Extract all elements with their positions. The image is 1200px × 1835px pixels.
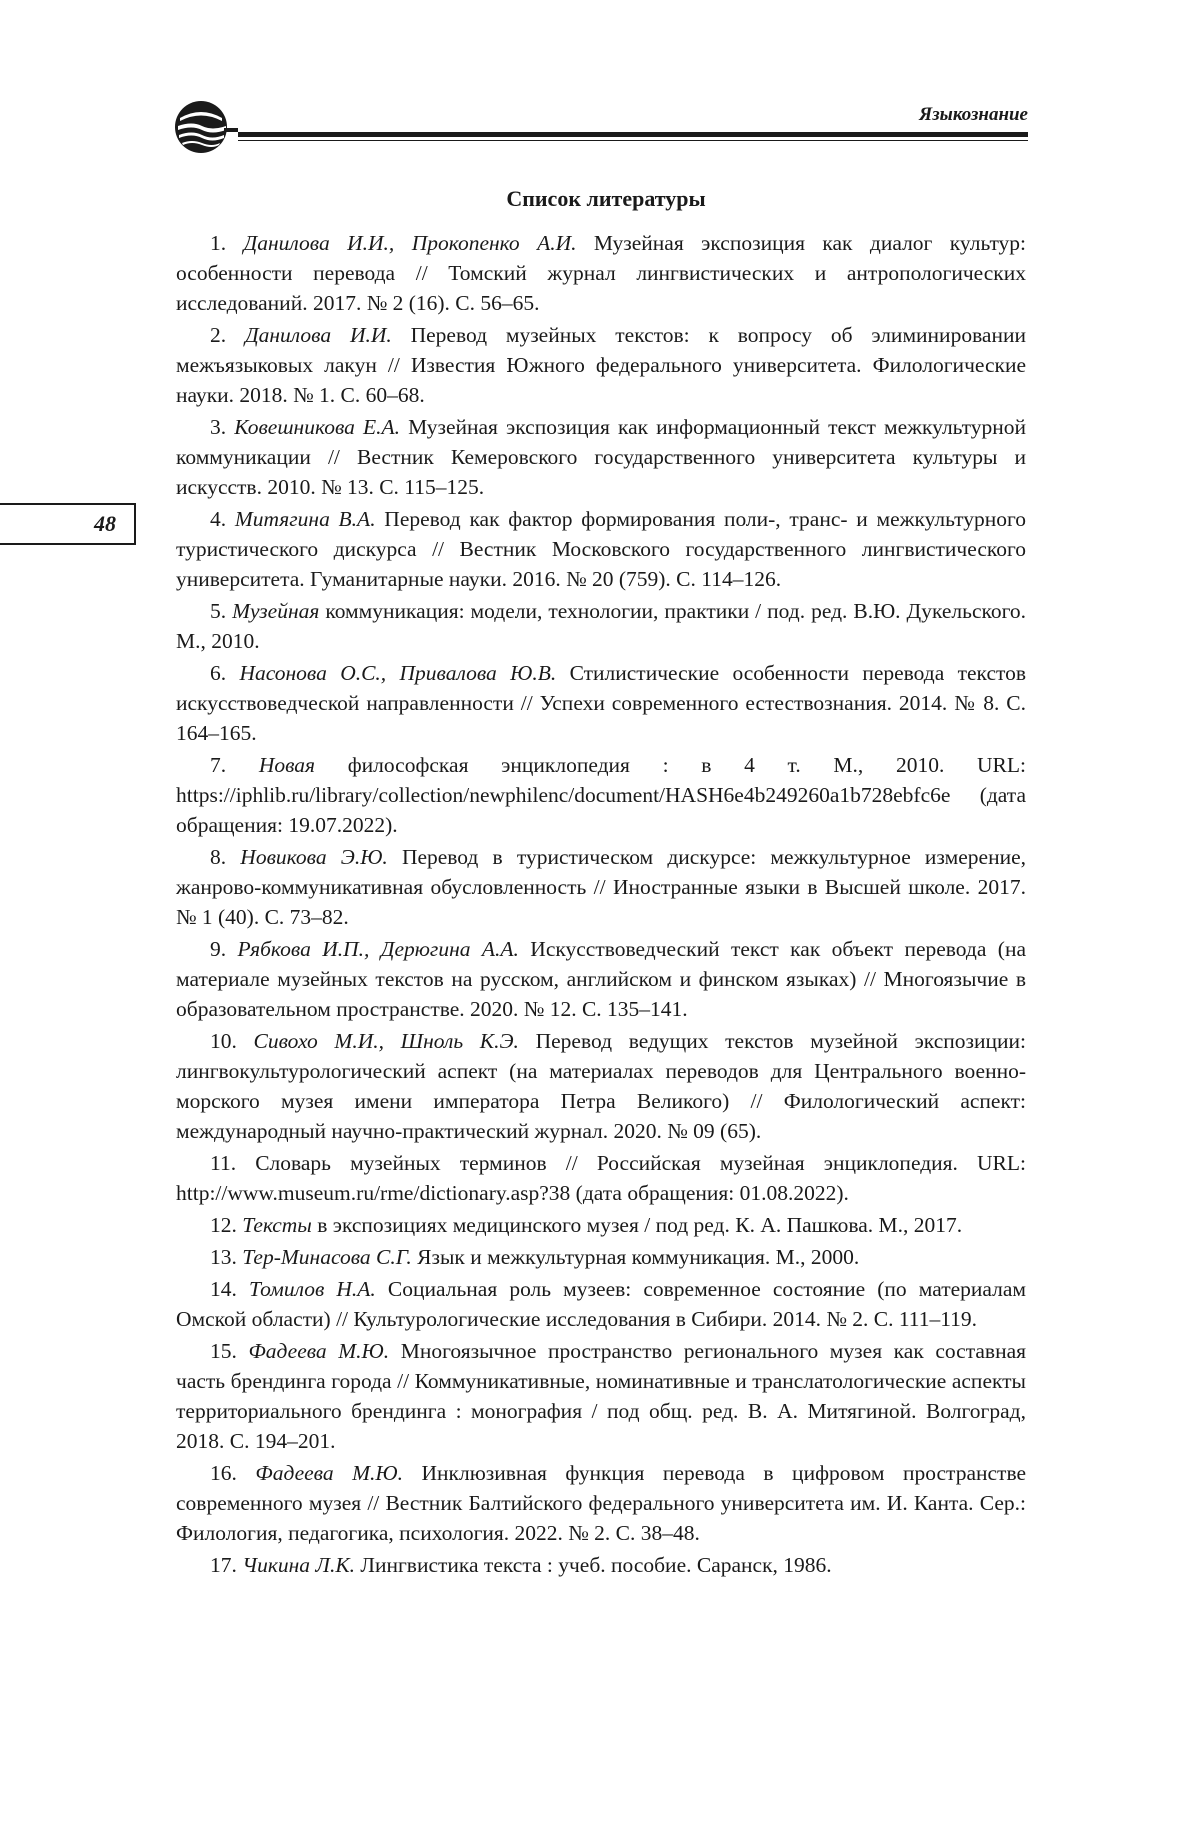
reference-author: Ковешникова Е.А.	[234, 415, 401, 439]
reference-item	[176, 412, 1026, 502]
reference-number: 17.	[210, 1553, 237, 1577]
reference-item	[176, 1336, 1026, 1456]
reference-text: философская энциклопедия : в 4 т. М., 2010. URL: https://iphlib.ru/library/collection/newphilenc/document/HASH6e4b249260a1b728ebfc6e (дата обращения: 19.07.2022).	[176, 753, 1026, 837]
reference-text: Лингвистика текста : учеб. пособие. Саранск, 1986.	[360, 1553, 832, 1577]
reference-author: Фадеева М.Ю.	[255, 1461, 403, 1485]
reference-item	[176, 1274, 1026, 1334]
reference-number: 16.	[210, 1461, 237, 1485]
reference-text: Инклюзивная функция перевода в цифровом пространстве современного музея // Вестник Балтийского федерального университета им. И. Канта. Сер.: Филология, педагогика, психология. 2022. № 2. С. 38–48.	[176, 1461, 1027, 1545]
reference-list	[176, 228, 1026, 1580]
reference-text: Перевод ведущих текстов музейной экспозиции: лингвокультурологический аспект (на материалах переводов для Центрального военно-морского музея имени императора Петра Великого) // Филологический аспект: международный научно-практический журнал. 2020. № 09 (65).	[176, 1029, 1026, 1143]
page-number: 48	[0, 503, 136, 545]
reference-item	[176, 228, 1026, 318]
reference-author: Фадеева М.Ю.	[248, 1339, 390, 1363]
reference-text: Перевод музейных текстов: к вопросу об элиминировании межъязыковых лакун // Известия Южного федерального университета. Филологические науки. 2018. № 1. С. 60–68.	[176, 323, 1026, 407]
reference-item	[176, 1458, 1026, 1548]
reference-text: коммуникация: модели, технологии, практики / под. ред. В.Ю. Дукельского. М., 2010.	[176, 599, 1026, 653]
reference-item	[176, 658, 1026, 748]
reference-author: Тер-Минасова С.Г.	[242, 1245, 412, 1269]
reference-text: Искусствоведческий текст как объект перевода (на материале музейных текстов на русском, английском и финском языках) // Многоязычие в образовательном пространстве. 2020. № 12. С. 135–141.	[176, 937, 1026, 1021]
header-rule-thick	[238, 132, 1028, 137]
reference-number: 1.	[210, 231, 227, 255]
reference-text: Музейная экспозиция как информационный текст межкультурной коммуникации // Вестник Кемеровского государственного университета культуры и искусств. 2010. № 13. С. 115–125.	[176, 415, 1027, 499]
reference-author: Новикова Э.Ю.	[240, 845, 388, 869]
reference-author: Насонова О.С., Привалова Ю.В.	[239, 661, 557, 685]
reference-item	[176, 750, 1026, 840]
page-header	[172, 88, 1028, 158]
reference-author: Митягина В.А.	[234, 507, 376, 531]
reference-number: 3.	[210, 415, 227, 439]
reference-author: Данилова И.И.	[244, 323, 392, 347]
reference-number: 15.	[210, 1339, 237, 1363]
reference-number: 12.	[210, 1213, 237, 1237]
section-label: Языкознание	[919, 104, 1028, 125]
reference-number: 5.	[210, 599, 227, 623]
bibliography	[176, 186, 1026, 1582]
reference-number: 14.	[210, 1277, 237, 1301]
reference-number: 13.	[210, 1245, 237, 1269]
reference-number: 4.	[210, 507, 227, 531]
reference-text: Музейная экспозиция как диалог культур: особенности перевода // Томский журнал лингвистических и антропологических исследований. 2017. № 2 (16). С. 56–65.	[176, 231, 1027, 315]
page-title: Список литературы	[506, 186, 706, 211]
reference-author: Тексты	[242, 1213, 312, 1237]
reference-number: 2.	[210, 323, 227, 347]
reference-item	[176, 1242, 1026, 1272]
reference-text: Перевод как фактор формирования поли-, транс- и межкультурного туристического дискурса // Вестник Московского государственного лингвистического университета. Гуманитарные науки. 2016. № 20 (759). С. 114–126.	[176, 507, 1027, 591]
reference-author: Рябкова И.П., Дерюгина А.А.	[237, 937, 519, 961]
reference-author: Сивохо М.И., Шноль К.Э.	[253, 1029, 519, 1053]
journal-logo-icon	[172, 98, 238, 156]
reference-text: Социальная роль музеев: современное состояние (по материалам Омской области) // Культурологические исследования в Сибири. 2014. № 2. С. 111–119.	[176, 1277, 1027, 1331]
reference-author: Музейная	[232, 599, 320, 623]
header-rule-thin	[238, 140, 1028, 141]
reference-author: Новая	[258, 753, 316, 777]
reference-text: Словарь музейных терминов // Российская музейная энциклопедия. URL: http://www.museum.ru/rme/dictionary.asp?38 (дата обращения: 01.08.2022).	[176, 1151, 1026, 1205]
reference-item	[176, 504, 1026, 594]
reference-author: Чикина Л.К.	[242, 1553, 355, 1577]
reference-author: Данилова И.И., Прокопенко А.И.	[243, 231, 577, 255]
reference-text: Язык и межкультурная коммуникация. М., 2000.	[417, 1245, 860, 1269]
reference-number: 11.	[210, 1151, 237, 1175]
reference-text: Многоязычное пространство регионального музея как составная часть брендинга города // Коммуникативные, номинативные и транслатологические аспекты территориального брендинга : монография / под общ. ред. В. А. Митягиной. Волгоград, 2018. С. 194–201.	[176, 1339, 1027, 1453]
reference-number: 6.	[210, 661, 227, 685]
reference-item	[176, 842, 1026, 932]
reference-number: 9.	[210, 937, 227, 961]
reference-text: Перевод в туристическом дискурсе: межкультурное измерение, жанрово-коммуникативная обусловленность // Иностранные языки в Высшей школе. 2017. № 1 (40). С. 73–82.	[176, 845, 1026, 929]
reference-item	[176, 1550, 1026, 1580]
reference-item	[176, 1210, 1026, 1240]
reference-number: 10.	[210, 1029, 237, 1053]
reference-item	[176, 1026, 1026, 1146]
reference-item	[176, 596, 1026, 656]
reference-item	[176, 934, 1026, 1024]
reference-text: Стилистические особенности перевода текстов искусствоведческой направленности // Успехи современного естествознания. 2014. № 8. С. 164–165.	[176, 661, 1027, 745]
reference-text: в экспозициях медицинского музея / под ред. К. А. Пашкова. М., 2017.	[317, 1213, 963, 1237]
reference-item	[176, 1148, 1026, 1208]
reference-author: Томилов Н.А.	[248, 1277, 376, 1301]
reference-item	[176, 320, 1026, 410]
reference-number: 7.	[210, 753, 227, 777]
reference-number: 8.	[210, 845, 227, 869]
